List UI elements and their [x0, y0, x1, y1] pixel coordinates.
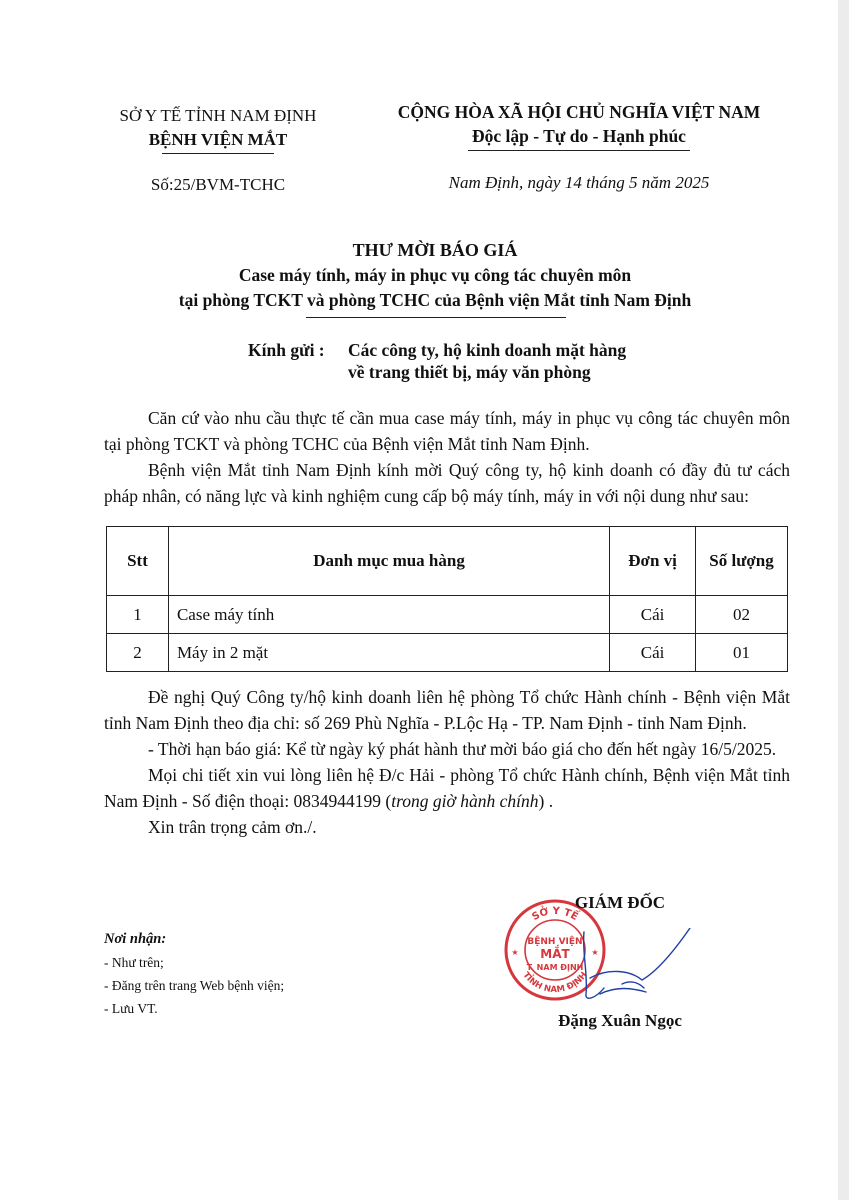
row-unit: Cái [610, 634, 696, 672]
agency-name: SỞ Y TẾ TỈNH NAM ĐỊNH [119, 106, 317, 125]
svg-text:★: ★ [511, 948, 519, 957]
paragraph-contact-person [104, 762, 790, 814]
table-row [107, 634, 788, 672]
document-title: THƯ MỜI BÁO GIÁ [352, 240, 518, 260]
svg-text:BỆNH VIỆN: BỆNH VIỆN [527, 937, 583, 947]
svg-text:SỞ Y TẾ: SỞ Y TẾ [530, 905, 580, 923]
receivers-block [104, 928, 284, 1020]
svg-text:★: ★ [591, 948, 599, 957]
header-stt: Stt [107, 527, 169, 596]
svg-text:TỈNH NAM ĐỊNH: TỈNH NAM ĐỊNH [520, 970, 590, 996]
recipient-label: Kính gửi : [248, 340, 325, 360]
paragraph-contact-address: Đề nghị Quý Công ty/hộ kinh doanh liên hệ phòng Tổ chức Hành chính - Bệnh viện Mắt tỉnh Nam Định theo địa chỉ: số 269 Phù Nghĩa - P.Lộc Hạ - TP. Nam Định - tỉnh Nam Định. [104, 687, 790, 733]
title-underline [306, 317, 566, 318]
national-motto: Độc lập - Tự do - Hạnh phúc [472, 126, 686, 146]
receiver-item: - Lưu VT. [104, 1001, 158, 1016]
items-table [106, 526, 788, 672]
header-item: Danh mục mua hàng [168, 527, 609, 596]
paragraph-deadline: - Thời hạn báo giá: Kể từ ngày ký phát hành thư mời báo giá cho đến hết ngày 16/5/2025. [148, 739, 777, 759]
receiver-item: - Như trên; [104, 955, 164, 970]
row-stt: 1 [107, 596, 169, 634]
recipient-line-1: Các công ty, hộ kinh doanh mặt hàng [348, 340, 627, 360]
receivers-heading: Nơi nhận: [104, 931, 167, 947]
row-qty: 01 [696, 634, 788, 672]
table-row [107, 596, 788, 634]
motto-underline [468, 150, 690, 151]
row-item: Case máy tính [168, 596, 609, 634]
body-intro [104, 405, 790, 509]
row-stt: 2 [107, 634, 169, 672]
hospital-underline [162, 153, 274, 154]
body-closing [104, 684, 790, 840]
hospital-name: BỆNH VIỆN MẮT [148, 130, 288, 149]
office-hours: trong giờ hành chính [391, 791, 539, 811]
doc-number: Số:25/BVM-TCHC [150, 175, 286, 194]
header-qty: Số lượng [696, 527, 788, 596]
signer-title: GIÁM ĐỐC [574, 893, 666, 912]
row-qty: 02 [696, 596, 788, 634]
national-title: CỘNG HÒA XÃ HỘI CHỦ NGHĨA VIỆT NAM [397, 102, 761, 122]
paragraph-thanks: Xin trân trọng cảm ơn./. [148, 817, 317, 837]
svg-text:MẮT: MẮT [540, 947, 570, 961]
contact-text: Mọi chi tiết xin vui lòng liên hệ Đ/c Hải - phòng Tổ chức Hành chính, Bệnh viện Mắt tỉnh Nam Định - Số điện thoại: 0834944199 ( [104, 765, 790, 811]
signer-name: Đặng Xuân Ngọc [558, 1011, 682, 1030]
document-subtitle-1: Case máy tính, máy in phục vụ công tác chuyên môn [238, 265, 632, 285]
row-unit: Cái [610, 596, 696, 634]
header-unit: Đơn vị [610, 527, 696, 596]
handwritten-signature [560, 928, 700, 1008]
svg-text:T. NAM ĐỊNH: T. NAM ĐỊNH [526, 963, 584, 972]
paragraph-basis: Căn cứ vào nhu cầu thực tế cần mua case máy tính, máy in phục vụ công tác chuyên môn tại phòng TCKT và phòng TCHC của Bệnh viện Mắt tỉnh Nam Định. [104, 408, 790, 454]
date-line: Nam Định, ngày 14 tháng 5 năm 2025 [448, 173, 710, 192]
row-item: Máy in 2 mặt [168, 634, 609, 672]
contact-end: ) . [538, 791, 554, 811]
scan-edge [838, 0, 849, 1200]
document-subtitle-2: tại phòng TCKT và phòng TCHC của Bệnh viện Mắt tỉnh Nam Định [178, 290, 692, 310]
receiver-item: - Đăng trên trang Web bệnh viện; [104, 978, 285, 993]
recipient-line-2: về trang thiết bị, máy văn phòng [348, 362, 591, 382]
paragraph-invitation: Bệnh viện Mắt tỉnh Nam Định kính mời Quý công ty, hộ kinh doanh có đầy đủ tư cách pháp nhân, có năng lực và kinh nghiệm cung cấp bộ máy tính, máy in với nội dung như sau: [104, 460, 790, 506]
table-header-row [107, 527, 788, 596]
